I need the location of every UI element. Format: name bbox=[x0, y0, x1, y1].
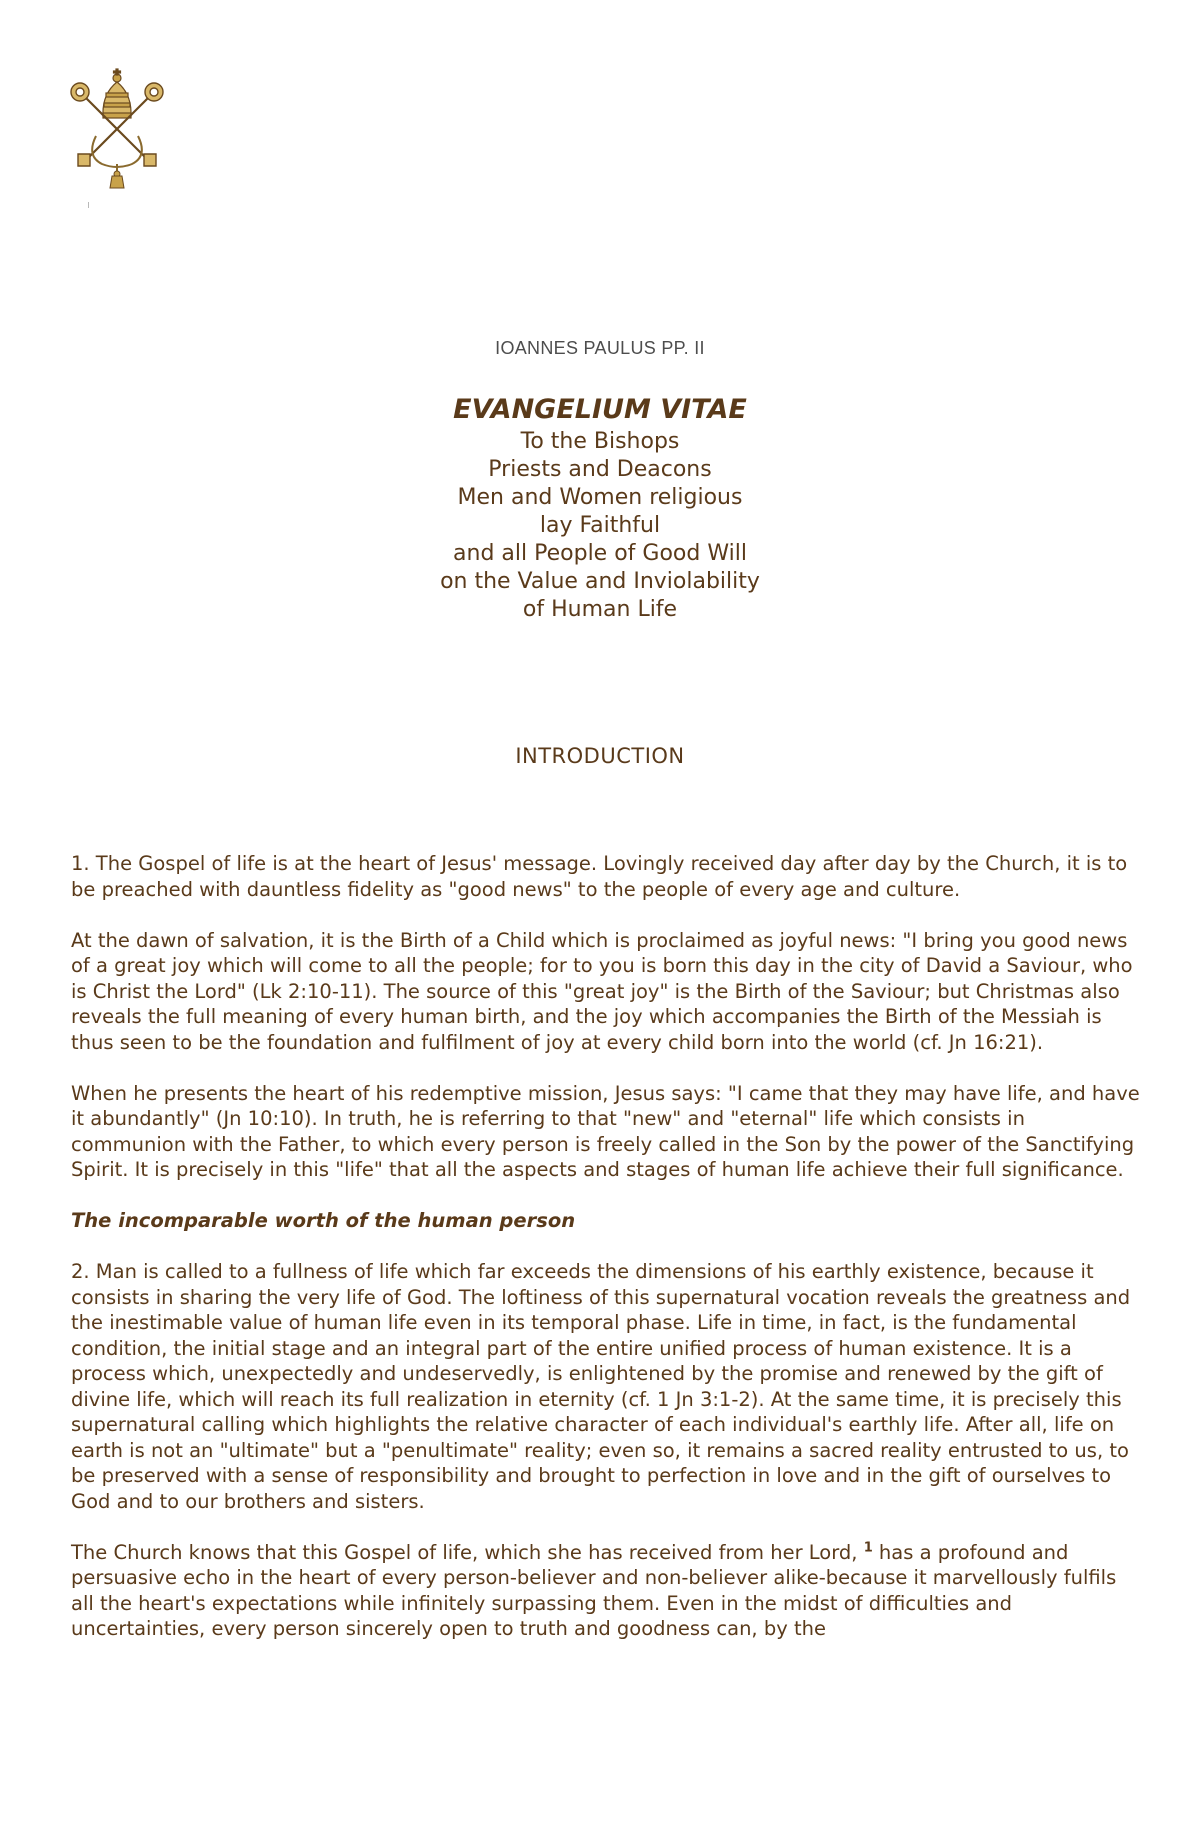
footnote-link-1[interactable]: 1 bbox=[863, 1540, 873, 1555]
paragraph-3: When he presents the heart of his redemptive mission, Jesus says: "I came that they may have life, and have it abundantly" (Jn 10:10). In truth, he is referring to that "new" and "eternal" life which consists in communion with the Father, to which every person is freely called in the Son by the power of the Sanctifying Spirit. It is precisely in this "life" that all the aspects and stages of human life achieve their full significance. bbox=[71, 1081, 1140, 1181]
document-title: EVANGELIUM VITAE bbox=[453, 394, 747, 425]
paragraph-2: At the dawn of salvation, it is the Birth of a Child which is proclaimed as joyful news: "I bring you good news of a great joy which will come to all the people; for to you is born this day in the city of David a Saviour, who is Christ the Lord" (Lk 2:10-11). The source of this "great joy" is the Birth of the Saviour; but Christmas also reveals the full meaning of every human birth, and the joy which accompanies the Birth of the Messiah is thus seen to be the foundation and fulfilment of joy at every child born into the world (cf. Jn 16:21). bbox=[71, 928, 1133, 1054]
paragraph-1: 1. The Gospel of life is at the heart of Jesus' message. Lovingly received day after day by the Church, it is to be preached with dauntless fidelity as "good news" to the people of every age and culture. bbox=[71, 852, 1128, 901]
crest-mark bbox=[88, 202, 89, 208]
paragraph-5 bbox=[71, 1540, 1141, 1642]
addressee-line: and all People of Good Will bbox=[453, 541, 747, 566]
paragraph-5-text-end: has a profound and persuasive echo in the heart of every person-believer and non-believer alike-because it marvellously fulfils all the heart's expectations while infinitely surpassing them. Even in the midst of difficulties and uncertainties, every person sincerely open to truth and goodness can, by the bbox=[71, 1540, 1117, 1640]
section-heading-introduction: INTRODUCTION bbox=[515, 744, 685, 768]
paragraph-4: 2. Man is called to a fullness of life which far exceeds the dimensions of his earthly existence, because it consists in sharing the very life of God. The loftiness of this supernatural vocation reveals the greatness and the inestimable value of human life even in its temporal phase. Life in time, in fact, is the fundamental condition, the initial stage and an integral part of the entire unified process of human existence. It is a process which, unexpectedly and undeservedly, is enlightened by the promise and renewed by the gift of divine life, which will reach its full realization in eternity (cf. 1 Jn 3:1-2). At the same time, it is precisely this supernatural calling which highlights the relative character of each individual's earthly life. After all, life on earth is not an "ultimate" but a "penultimate" reality; even so, it remains a sacred reality entrusted to us, to be preserved with a sense of responsibility and brought to perfection in love and in the gift of ourselves to God and to our brothers and sisters. bbox=[71, 1260, 1131, 1513]
addressee-line: Men and Women religious bbox=[457, 485, 743, 510]
subheading-worth-of-human-person: The incomparable worth of the human person bbox=[71, 1209, 576, 1232]
addressee-line: Priests and Deacons bbox=[488, 457, 712, 482]
title-block bbox=[0, 392, 1200, 624]
author-line: IOANNES PAULUS PP. II bbox=[495, 338, 705, 358]
paragraph-5-text-start: The Church knows that this Gospel of life, which she has received from her Lord, bbox=[71, 1540, 864, 1564]
addressee-line: on the Value and Inviolability bbox=[440, 569, 760, 594]
addressee-line: To the Bishops bbox=[520, 429, 680, 454]
addressee-line: of Human Life bbox=[522, 597, 678, 622]
addressee-line: lay Faithful bbox=[539, 513, 661, 538]
body-text bbox=[71, 851, 1141, 1667]
papal-coat-of-arms-icon bbox=[66, 66, 168, 190]
